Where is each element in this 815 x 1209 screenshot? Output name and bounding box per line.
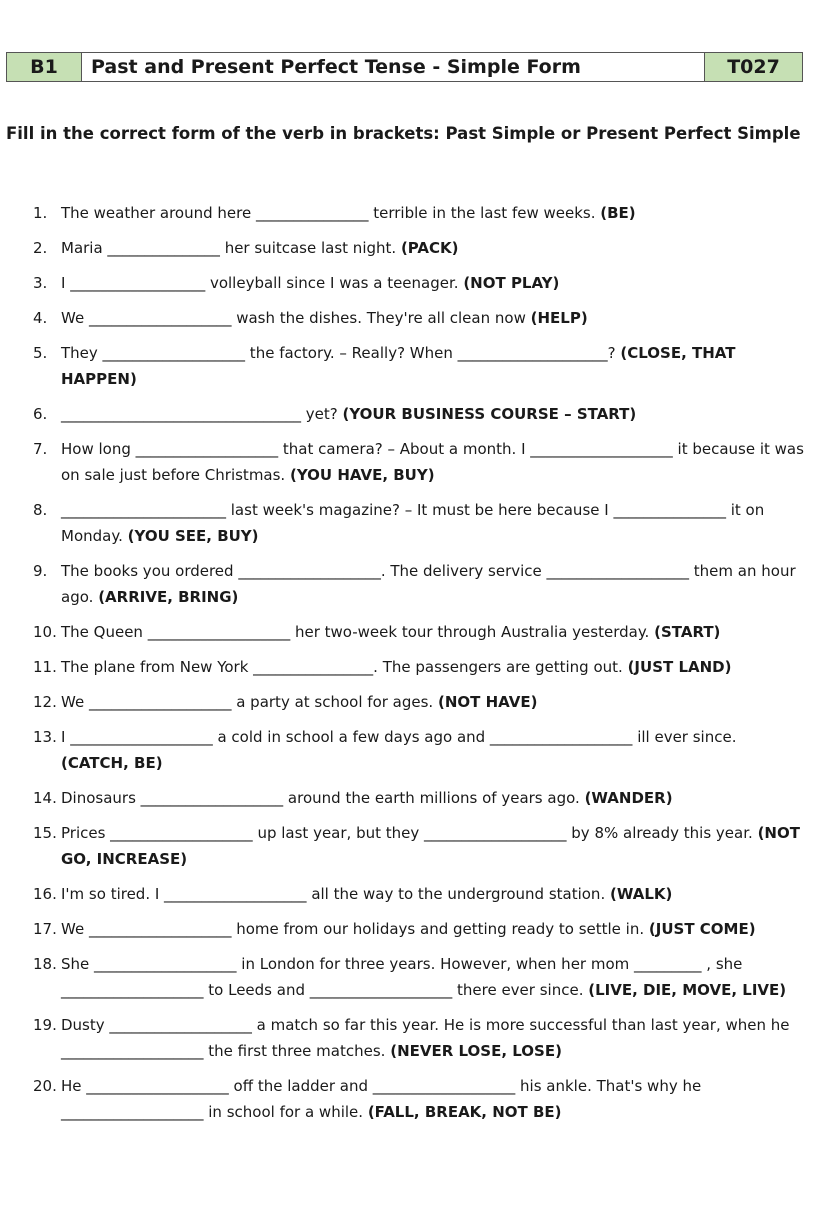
exercise-item [33, 497, 805, 549]
exercise-number: 13. [33, 728, 57, 746]
exercise-item [33, 916, 805, 942]
exercise-number: 12. [33, 693, 57, 711]
exercise-number: 17. [33, 920, 57, 938]
exercise-verb-hint: (JUST COME) [648, 920, 756, 938]
exercise-number: 20. [33, 1077, 57, 1095]
exercise-text [61, 785, 805, 811]
exercise-number: 19. [33, 1016, 57, 1034]
exercise-item [33, 200, 805, 226]
exercise-text [61, 270, 805, 296]
exercise-item [33, 881, 805, 907]
exercise-verb-hint: (FALL, BREAK, NOT BE) [367, 1103, 562, 1121]
exercise-item [33, 724, 805, 776]
exercise-verb-hint: (YOUR BUSINESS COURSE – START) [342, 405, 637, 423]
exercise-sentence: The Queen ___________________ her two-week tour through Australia yesterday. [61, 623, 650, 641]
exercise-item [33, 1073, 805, 1125]
exercise-verb-hint: (BE) [600, 204, 636, 222]
exercise-verb-hint: (NOT PLAY) [463, 274, 560, 292]
exercise-sentence: The books you ordered ___________________. The delivery service ___________________ them an hour ago. [61, 562, 796, 606]
exercise-number: 5. [33, 344, 48, 362]
exercise-item [33, 305, 805, 331]
exercise-text [61, 654, 805, 680]
exercise-item [33, 689, 805, 715]
exercise-item [33, 785, 805, 811]
exercise-verb-hint: (CATCH, BE) [61, 754, 163, 772]
exercise-sentence: How long ___________________ that camera? – About a month. I ___________________ it because it was on sale just before Christmas. [61, 440, 804, 484]
exercise-number: 2. [33, 239, 48, 257]
exercise-number: 16. [33, 885, 57, 903]
exercise-sentence: I __________________ volleyball since I was a teenager. [61, 274, 459, 292]
exercise-verb-hint: (NOT GO, INCREASE) [61, 824, 800, 868]
exercise-number: 3. [33, 274, 48, 292]
exercise-verb-hint: (NEVER LOSE, LOSE) [390, 1042, 562, 1060]
exercise-verb-hint: (WALK) [610, 885, 673, 903]
exercise-text [61, 200, 805, 226]
exercise-item [33, 619, 805, 645]
exercise-text [61, 340, 805, 392]
exercise-verb-hint: (LIVE, DIE, MOVE, LIVE) [588, 981, 787, 999]
exercise-text [61, 724, 805, 776]
exercise-verb-hint: (ARRIVE, BRING) [98, 588, 239, 606]
worksheet-code: T027 [705, 53, 802, 81]
exercise-text [61, 558, 805, 610]
exercise-sentence: We ___________________ wash the dishes. They're all clean now [61, 309, 526, 327]
exercise-number: 8. [33, 501, 48, 519]
exercise-item [33, 820, 805, 872]
exercise-verb-hint: (WANDER) [584, 789, 673, 807]
exercise-item [33, 436, 805, 488]
exercise-verb-hint: (PACK) [400, 239, 459, 257]
exercise-list [33, 200, 805, 1125]
exercise-item [33, 951, 805, 1003]
exercise-verb-hint: (HELP) [530, 309, 588, 327]
exercise-sentence: Dinosaurs ___________________ around the earth millions of years ago. [61, 789, 580, 807]
exercise-text [61, 401, 805, 427]
exercise-verb-hint: (YOU SEE, BUY) [127, 527, 259, 545]
exercise-text [61, 820, 805, 872]
exercise-sentence: The weather around here _______________ terrible in the last few weeks. [61, 204, 596, 222]
exercise-number: 9. [33, 562, 48, 580]
exercise-sentence: I ___________________ a cold in school a few days ago and ___________________ ill ever since. [61, 728, 737, 746]
exercise-number: 1. [33, 204, 48, 222]
exercise-text [61, 951, 805, 1003]
instruction-text: Fill in the correct form of the verb in brackets: Past Simple or Present Perfect Simple [6, 124, 801, 143]
exercise-item [33, 558, 805, 610]
exercise-item [33, 1012, 805, 1064]
worksheet-title: Past and Present Perfect Tense - Simple Form [82, 53, 705, 81]
exercise-verb-hint: (NOT HAVE) [437, 693, 538, 711]
exercise-verb-hint: (START) [654, 623, 721, 641]
exercise-number: 15. [33, 824, 57, 842]
exercise-text [61, 619, 805, 645]
exercise-number: 7. [33, 440, 48, 458]
exercise-sentence: We ___________________ a party at school for ages. [61, 693, 434, 711]
exercise-sentence: He ___________________ off the ladder and ___________________ his ankle. That's why he ___________________ in school for a while. [61, 1077, 702, 1121]
exercise-item [33, 654, 805, 680]
level-badge: B1 [7, 53, 82, 81]
exercise-item [33, 401, 805, 427]
exercise-text [61, 497, 805, 549]
exercise-sentence: She ___________________ in London for three years. However, when her mom _________ , she ___________________ to Leeds and ___________________ there ever since. [61, 955, 743, 999]
exercise-sentence: They ___________________ the factory. – Really? When ____________________? [61, 344, 616, 362]
exercise-sentence: Prices ___________________ up last year, but they ___________________ by 8% already this year. [61, 824, 753, 842]
exercise-item [33, 340, 805, 392]
exercise-verb-hint: (JUST LAND) [627, 658, 732, 676]
exercise-text [61, 1073, 805, 1125]
exercise-verb-hint: (CLOSE, THAT HAPPEN) [61, 344, 736, 388]
exercise-number: 4. [33, 309, 48, 327]
exercise-text [61, 235, 805, 261]
exercise-text [61, 436, 805, 488]
exercise-text [61, 1012, 805, 1064]
worksheet-header [6, 52, 803, 82]
exercise-sentence: I'm so tired. I ___________________ all the way to the underground station. [61, 885, 606, 903]
exercise-item [33, 270, 805, 296]
exercise-sentence: The plane from New York ________________. The passengers are getting out. [61, 658, 623, 676]
exercise-number: 11. [33, 658, 57, 676]
exercise-sentence: ______________________ last week's magazine? – It must be here because I _______________ it on Monday. [61, 501, 765, 545]
exercise-item [33, 235, 805, 261]
exercise-sentence: Dusty ___________________ a match so far this year. He is more successful than last year, when he ___________________ the first three matches. [61, 1016, 790, 1060]
exercise-sentence: We ___________________ home from our holidays and getting ready to settle in. [61, 920, 645, 938]
exercise-text [61, 916, 805, 942]
exercise-number: 14. [33, 789, 57, 807]
exercise-text [61, 305, 805, 331]
exercise-sentence: Maria _______________ her suitcase last night. [61, 239, 397, 257]
exercise-verb-hint: (YOU HAVE, BUY) [289, 466, 435, 484]
exercise-number: 6. [33, 405, 48, 423]
exercise-text [61, 689, 805, 715]
exercise-text [61, 881, 805, 907]
exercise-number: 18. [33, 955, 57, 973]
exercise-number: 10. [33, 623, 57, 641]
exercise-sentence: ________________________________ yet? [61, 405, 338, 423]
